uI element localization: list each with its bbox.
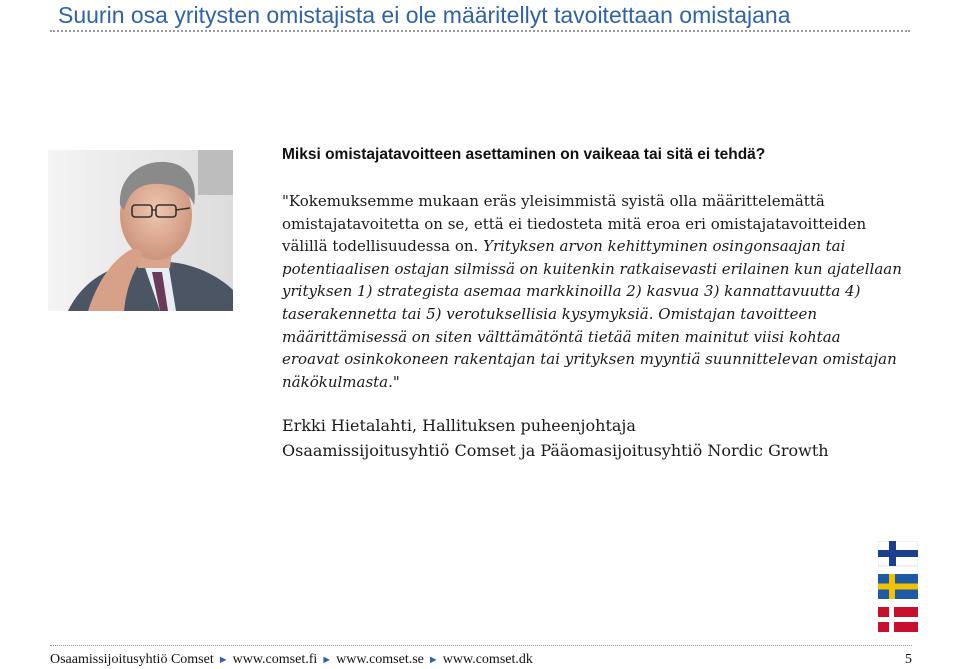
arrow-right-icon: ► [427, 653, 439, 666]
footer-link-fi[interactable]: www.comset.fi [232, 651, 318, 667]
footer-link-se[interactable]: www.comset.se [336, 651, 424, 667]
quote-text [282, 190, 902, 393]
section-question: Miksi omistajatavoitteen asettaminen on vaikeaa tai sitä ei tehdä? [282, 146, 766, 163]
slide-title: Suurin osa yritysten omistajista ei ole määritellyt tavoitettaan omistajana [58, 2, 791, 28]
quote-emphasis: Yrityksen arvon kehittyminen osingonsaajan tai potentiaalisen ostajan silmissä on kuitenkin ratkaisevasti erilainen kun ajatellaan yrityksen 1) strategista asemaa markkinoilla 2) kasvua 3) kannattavuutta 4) taserakennetta tai 5) verotuksellisia kysymyksiä. Omistajan tavoitteen määrittämisessä on siten välttämätöntä tietää miten mainitut viisi kohtaa eroavat osinkokoneen rakentajan tai yrityksen myyntiä suunnittelevan omistajan näkökulmasta." [282, 237, 902, 391]
portrait-photo [48, 150, 233, 311]
footer-divider [50, 645, 912, 646]
footer [50, 650, 912, 669]
footer-link-dk[interactable]: www.comset.dk [442, 651, 533, 667]
signature [282, 413, 902, 463]
denmark-flag [878, 607, 918, 632]
sweden-flag [878, 574, 918, 599]
signature-organization: Osaamissijoitusyhtiö Comset ja Pääomasijoitusyhtiö Nordic Growth [282, 441, 829, 460]
footer-company: Osaamissijoitusyhtiö Comset [50, 651, 214, 667]
arrow-right-icon: ► [217, 653, 229, 666]
country-flags [878, 541, 918, 633]
page-number: 5 [905, 651, 912, 667]
quote-lead: "Kokemuksemme mukaan eräs yleisimmistä syistä olla määrittelemättä omistajatavoitetta on se, että ei tiedosteta mitä eroa eri omistajatavoitteiden välillä todellisuudessa on. [282, 192, 867, 256]
title-divider [50, 30, 910, 32]
signature-name: Erkki Hietalahti, Hallituksen puheenjohtaja [282, 416, 636, 435]
finland-flag [878, 541, 918, 566]
arrow-right-icon: ► [321, 653, 333, 666]
